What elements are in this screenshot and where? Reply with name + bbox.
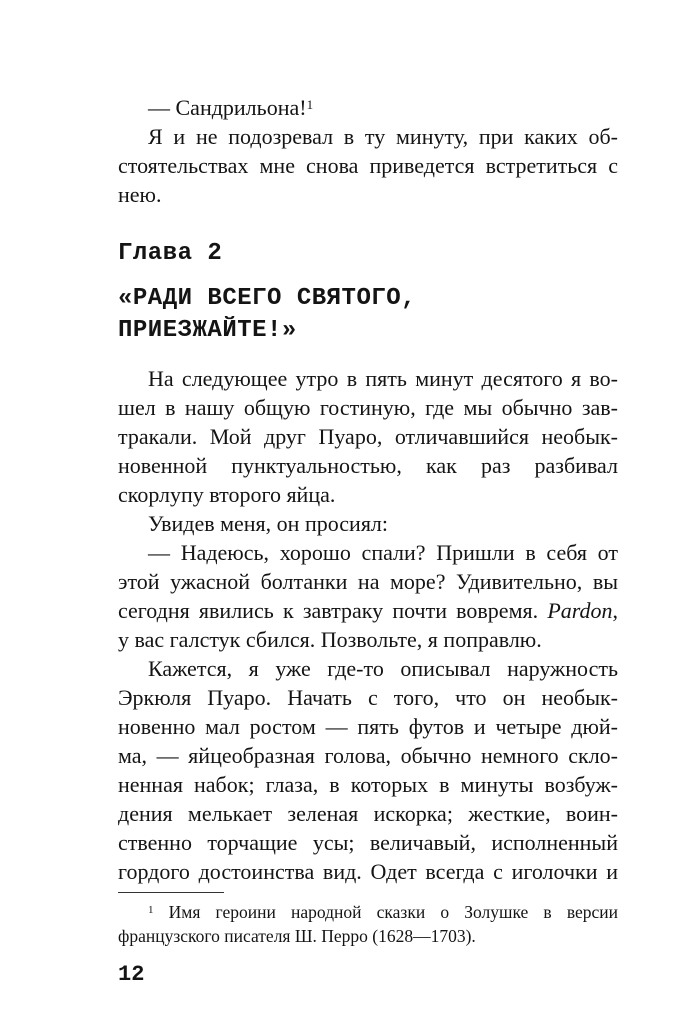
paragraph-line: Я и не подозревал в ту минуту, при каких об- <box>148 124 618 149</box>
italic-word: Pardon <box>547 598 613 623</box>
footnote-mark: 1 <box>148 904 154 916</box>
paragraph-line: ственно торчащие усы; величавый, исполненный <box>118 830 618 855</box>
paragraph-line: шел в нашу общую гостиную, где мы обычно зав- <box>118 395 618 420</box>
dialogue-text: — Сандрильона! <box>148 95 307 120</box>
footnote-line: французского писателя Ш. Перро (1628—1703). <box>118 926 476 946</box>
paragraph-line: стоятельствах мне снова приведется встретиться с <box>118 153 618 178</box>
paragraph-line: нею. <box>118 182 162 207</box>
paragraph-line: гордого достоинства вид. Одет всегда с иголочки и <box>118 859 618 884</box>
footnote-reference: 1 <box>306 97 314 112</box>
paragraph-line: новенной пунктуальностью, как раз разбивал <box>118 453 618 478</box>
chapter-title-line: «РАДИ ВСЕГО СВЯТОГО, <box>118 285 417 312</box>
paragraph-line: — Надеюсь, хорошо спали? Пришли в себя от <box>148 540 618 565</box>
paragraph-line: у вас галстук сбился. Позвольте, я поправлю. <box>118 627 542 652</box>
chapter-number: Глава 2 <box>118 240 223 267</box>
paragraph-line: дения мелькает зеленая искорка; жесткие, воин- <box>118 801 618 826</box>
book-page <box>118 0 618 1034</box>
paragraph-line: этой ужасной болтанки на море? Удивительно, вы <box>118 569 618 594</box>
paragraph-line: Увидев меня, он просиял: <box>148 511 389 536</box>
paragraph-line: новенно мал ростом — пять футов и четыре дюй- <box>118 714 618 739</box>
paragraph-line: ма, — яйцеобразная голова, обычно немного скло- <box>118 743 618 768</box>
paragraph-line: На следующее утро в пять минут десятого я во- <box>148 366 618 391</box>
footnote-line: $^1$ Имя героини народной сказки о Золушке в версии <box>148 902 619 922</box>
paragraph-line-with-italic: сегодня явились к завтраку почти вовремя. Pardon, <box>118 598 619 623</box>
paragraph-line: Эркюля Пуаро. Начать с того, что он необык- <box>118 685 618 710</box>
paragraph-line: тракали. Мой друг Пуаро, отличавшийся необык- <box>118 424 618 449</box>
paragraph-line: скорлупу второго яйца. <box>118 482 336 507</box>
chapter-title-line: ПРИЕЗЖАЙТЕ!» <box>118 317 297 344</box>
dialogue-line <box>118 93 618 122</box>
paragraph-line: ненная набок; глаза, в которых в минуты возбуж- <box>118 772 618 797</box>
footnote-divider <box>118 892 224 893</box>
page-number: 12 <box>118 962 145 987</box>
paragraph-line: Кажется, я уже где-то описывал наружность <box>148 656 618 681</box>
